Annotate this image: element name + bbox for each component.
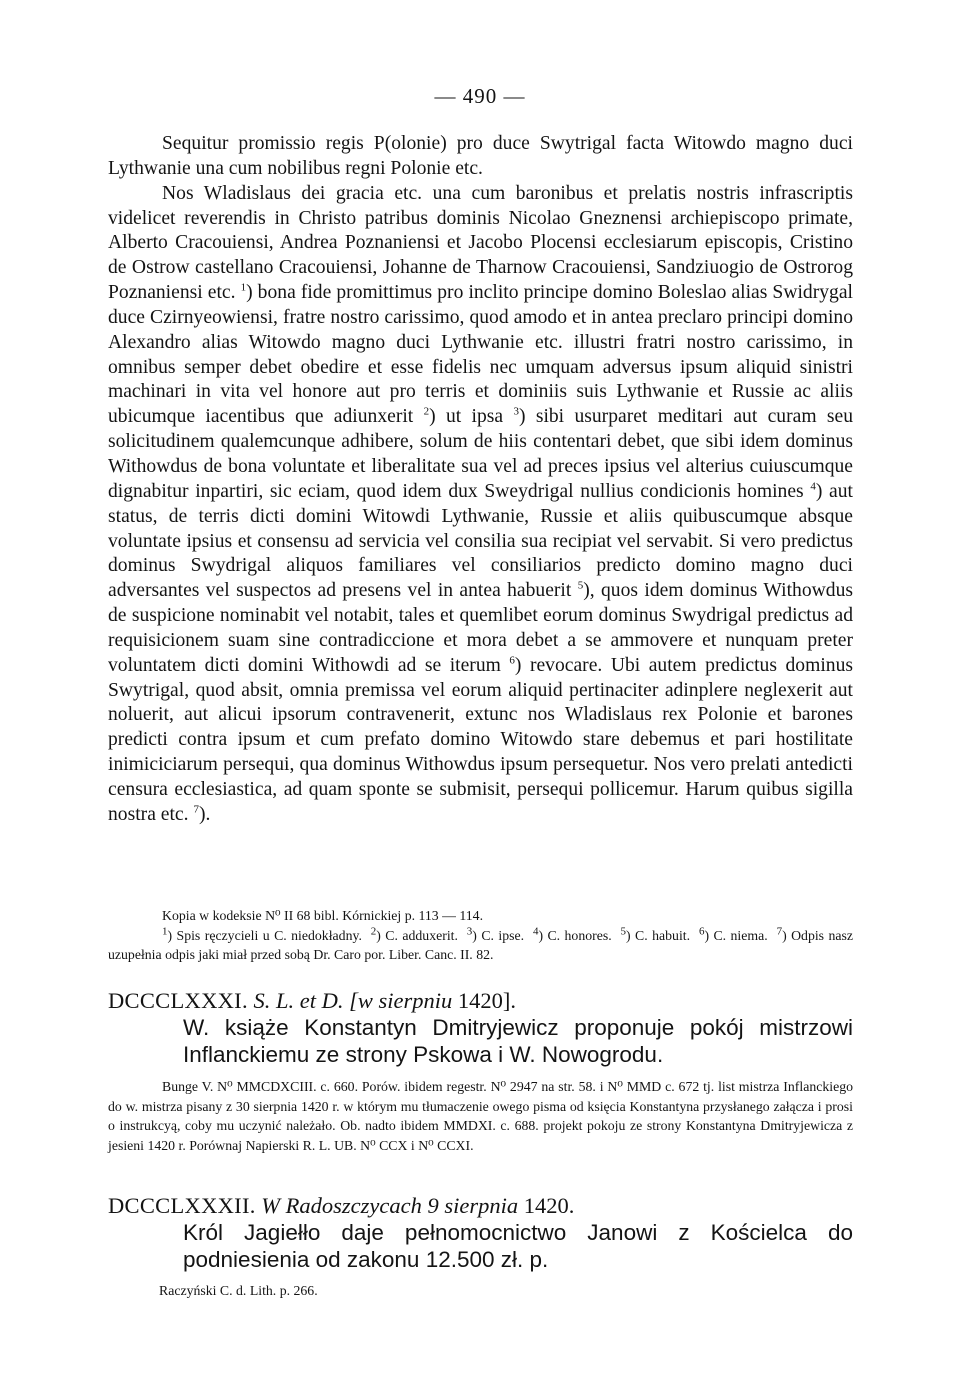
copy-source-note: Kopia w kodeksie N⁰ II 68 bibl. Kórnickiej p. 113 — 114.: [162, 908, 484, 923]
text-segment: Nos Wladislaus dei gracia etc. una cum baronibus et prelatis nostris infrascriptis videlicet reverendis in Christo patribus dominis Nicolao Gneznensi archiepiscopo primate, Alberto Cracouiensi, Andrea Poznaniensi et Jacobo Plocensi ecclesiarum episcopis, Cristino de Ostrow castellano Cracouiensi, Johanne de Tharnow Cracouiensi, Sandziuogio de Ostrorog Poznaniensi etc.: [108, 182, 853, 304]
footnote: ) C. ipse.: [472, 927, 525, 943]
page-number: — 490 —: [434, 84, 526, 108]
document-year: 1420].: [457, 988, 517, 1013]
footnote-marker: 2: [370, 924, 377, 937]
footnote-marker: 7: [193, 803, 199, 816]
document-body: [108, 132, 853, 828]
footnote: ) C. adduxerit.: [376, 927, 458, 943]
footnote: ) Odpis nasz uzupełnia odpis jaki miał przed sobą Dr. Caro por. Liber. Canc. II. 82.: [108, 927, 853, 962]
text-segment: ) bona fide promittimus pro inclito principe domino Boleslao alias Swidrygal duce Czirnyeowiensi, fratre nostro carissimo, quod amodo et in antea preclaro principi domino Alexandro alias Witowdo magno duci Lythwanie etc. illustri fratri nostro carissimo, in omnibus semper debet obedire et esse fidelis nec umquam adversus ipsum aliquid sinistri machinari in vita vel honore aut pro terris et dominiis suis Lythwanie et Russie ac aliis ubicumque iacentibus que adiunxerit: [108, 282, 853, 428]
footnote-marker: 4: [810, 480, 816, 493]
text-segment: ) revocare. Ubi autem predictus dominus Swytrigal, quod absit, omnia premissa vel eorum aliquid pertinaciter adinplere neglexerit aut noluerit, aut alicui ipsorum contravenerit, extunc nos Wladislaus rex Polonie et barones predicti contra ipsum et cum prefato domino Witowdo stare debemus et pari hostilitate inimiciciarum persequi, qua dominus Withowdus ipsum persequetur. Nos vero prelati antedicti censura ecclesiastica, ad quam sponte se submisit, persequi pollicemur. Harum quibus sigilla nostra etc.: [108, 654, 853, 825]
document-882-heading: [108, 1192, 853, 1219]
footnote-marker: 1: [240, 281, 247, 294]
document-date: [w sierpniu: [349, 988, 453, 1013]
document-882-source: Raczyński C. d. Lith. p. 266.: [159, 1283, 318, 1298]
document-882-title: Król Jagiełło daje pełnomocnictwo Janowi z Kościelca do podniesienia od zakonu 12.500 zł. p.: [183, 1220, 853, 1272]
footnote-marker: 6: [698, 924, 705, 937]
document-preface: Sequitur promissio regis P(olonie) pro duce Swytrigal facta Witowdo magno duci Lythwanie una cum nobilibus regni Polonie etc.: [108, 133, 853, 179]
document-place-date: S. L. et D.: [253, 988, 344, 1013]
footnote: ) C. habuit.: [626, 927, 691, 943]
footnote: ) Spis ręczycieli u C. niedokładny.: [167, 927, 362, 943]
document-number: DCCCLXXXI.: [108, 988, 248, 1013]
footnote-marker: 1: [162, 924, 168, 937]
text-segment: ) ut ipsa: [429, 406, 504, 428]
document-881-note: Bunge V. N⁰ MMCDXCIII. c. 660. Porów. ibidem regestr. N⁰ 2947 na str. 58. i N⁰ MMD c. 672 tj. list mistrza Inflanckiego do w. mistrza pisany z 30 sierpnia 1420 r. w którym mu tłumaczenie owego pisma od księcia Konstantyna przysłanego załącza i prosi o instrukcyą, coby mu uczynić należało. Ob. nadto ibidem MMDXI. c. 688. projekt pokoju ze strony Konstantyna Dmitryjewicza z jesieni 1420 r. Porównaj Napierski R. L. UB. N⁰ CCX i N⁰ CCXI.: [108, 1079, 853, 1153]
text-segment: ), quos idem dominus Withowdus de suspicione nominabit vel notabit, tales et quemlibet eorum dominus Swydrigal predictus ad requisicionem suam sine contradiccione et mora debet a se ammovere et nunquam preter voluntatem dicti domini Withowdi ad se iterum: [108, 580, 853, 676]
footnote-marker: 3: [466, 924, 473, 937]
document-881-title: W. książe Konstantyn Dmitryjewicz proponuje pokój mistrzowi Inflanckiemu ze strony Pskowa i W. Nowogrodu.: [183, 1015, 853, 1067]
footnote-marker: 5: [620, 924, 627, 937]
document-881-heading: [108, 987, 853, 1014]
document-text: [108, 182, 853, 828]
footnote-marker: 2: [423, 405, 430, 418]
footnote-marker: 3: [513, 405, 519, 418]
footnote-marker: 5: [577, 579, 584, 592]
footnote-marker: 6: [509, 654, 515, 667]
footnote: ) C. niema.: [704, 927, 768, 943]
text-segment: ) aut status, de terris dicti domini Witowdi Lythwanie, Russie et aliis quibuscumque absque voluntate ipsius et consensu ad servicia vel consilia sua recipiat vel servabit. Si vero predictus dominus Swydrigal aliquos familiares vel consiliarios predicto domino magno duci adversantes vel suspectos ad presens vel in antea habuerit: [108, 480, 853, 602]
document-year: 1420.: [523, 1193, 575, 1218]
document-881-note-block: [108, 1077, 853, 1155]
footnotes-list: [108, 926, 853, 965]
text-segment: ).: [198, 803, 211, 825]
footnote-marker: 7: [776, 924, 783, 937]
footnote-marker: 4: [532, 924, 539, 937]
text-segment: ) sibi usurparet meditari aut curam seu solicitudinem qualemcunque adhibere, solum de hiis contentari debet, que sibi idem dominus Withowdus de bona voluntate et liberalitate sua vel ad preces ipsius vel alterius cuiuscumque dignabitur inpartiri, sic eciam, quod idem dux Sweydrigal nullius condicionis homines: [108, 406, 854, 502]
document-number: DCCCLXXXII.: [108, 1193, 256, 1218]
document-place-date: W Radoszczycach 9 sierpnia: [261, 1193, 519, 1218]
footnote: ) C. honores.: [538, 927, 612, 943]
footnotes-block: [108, 906, 853, 965]
